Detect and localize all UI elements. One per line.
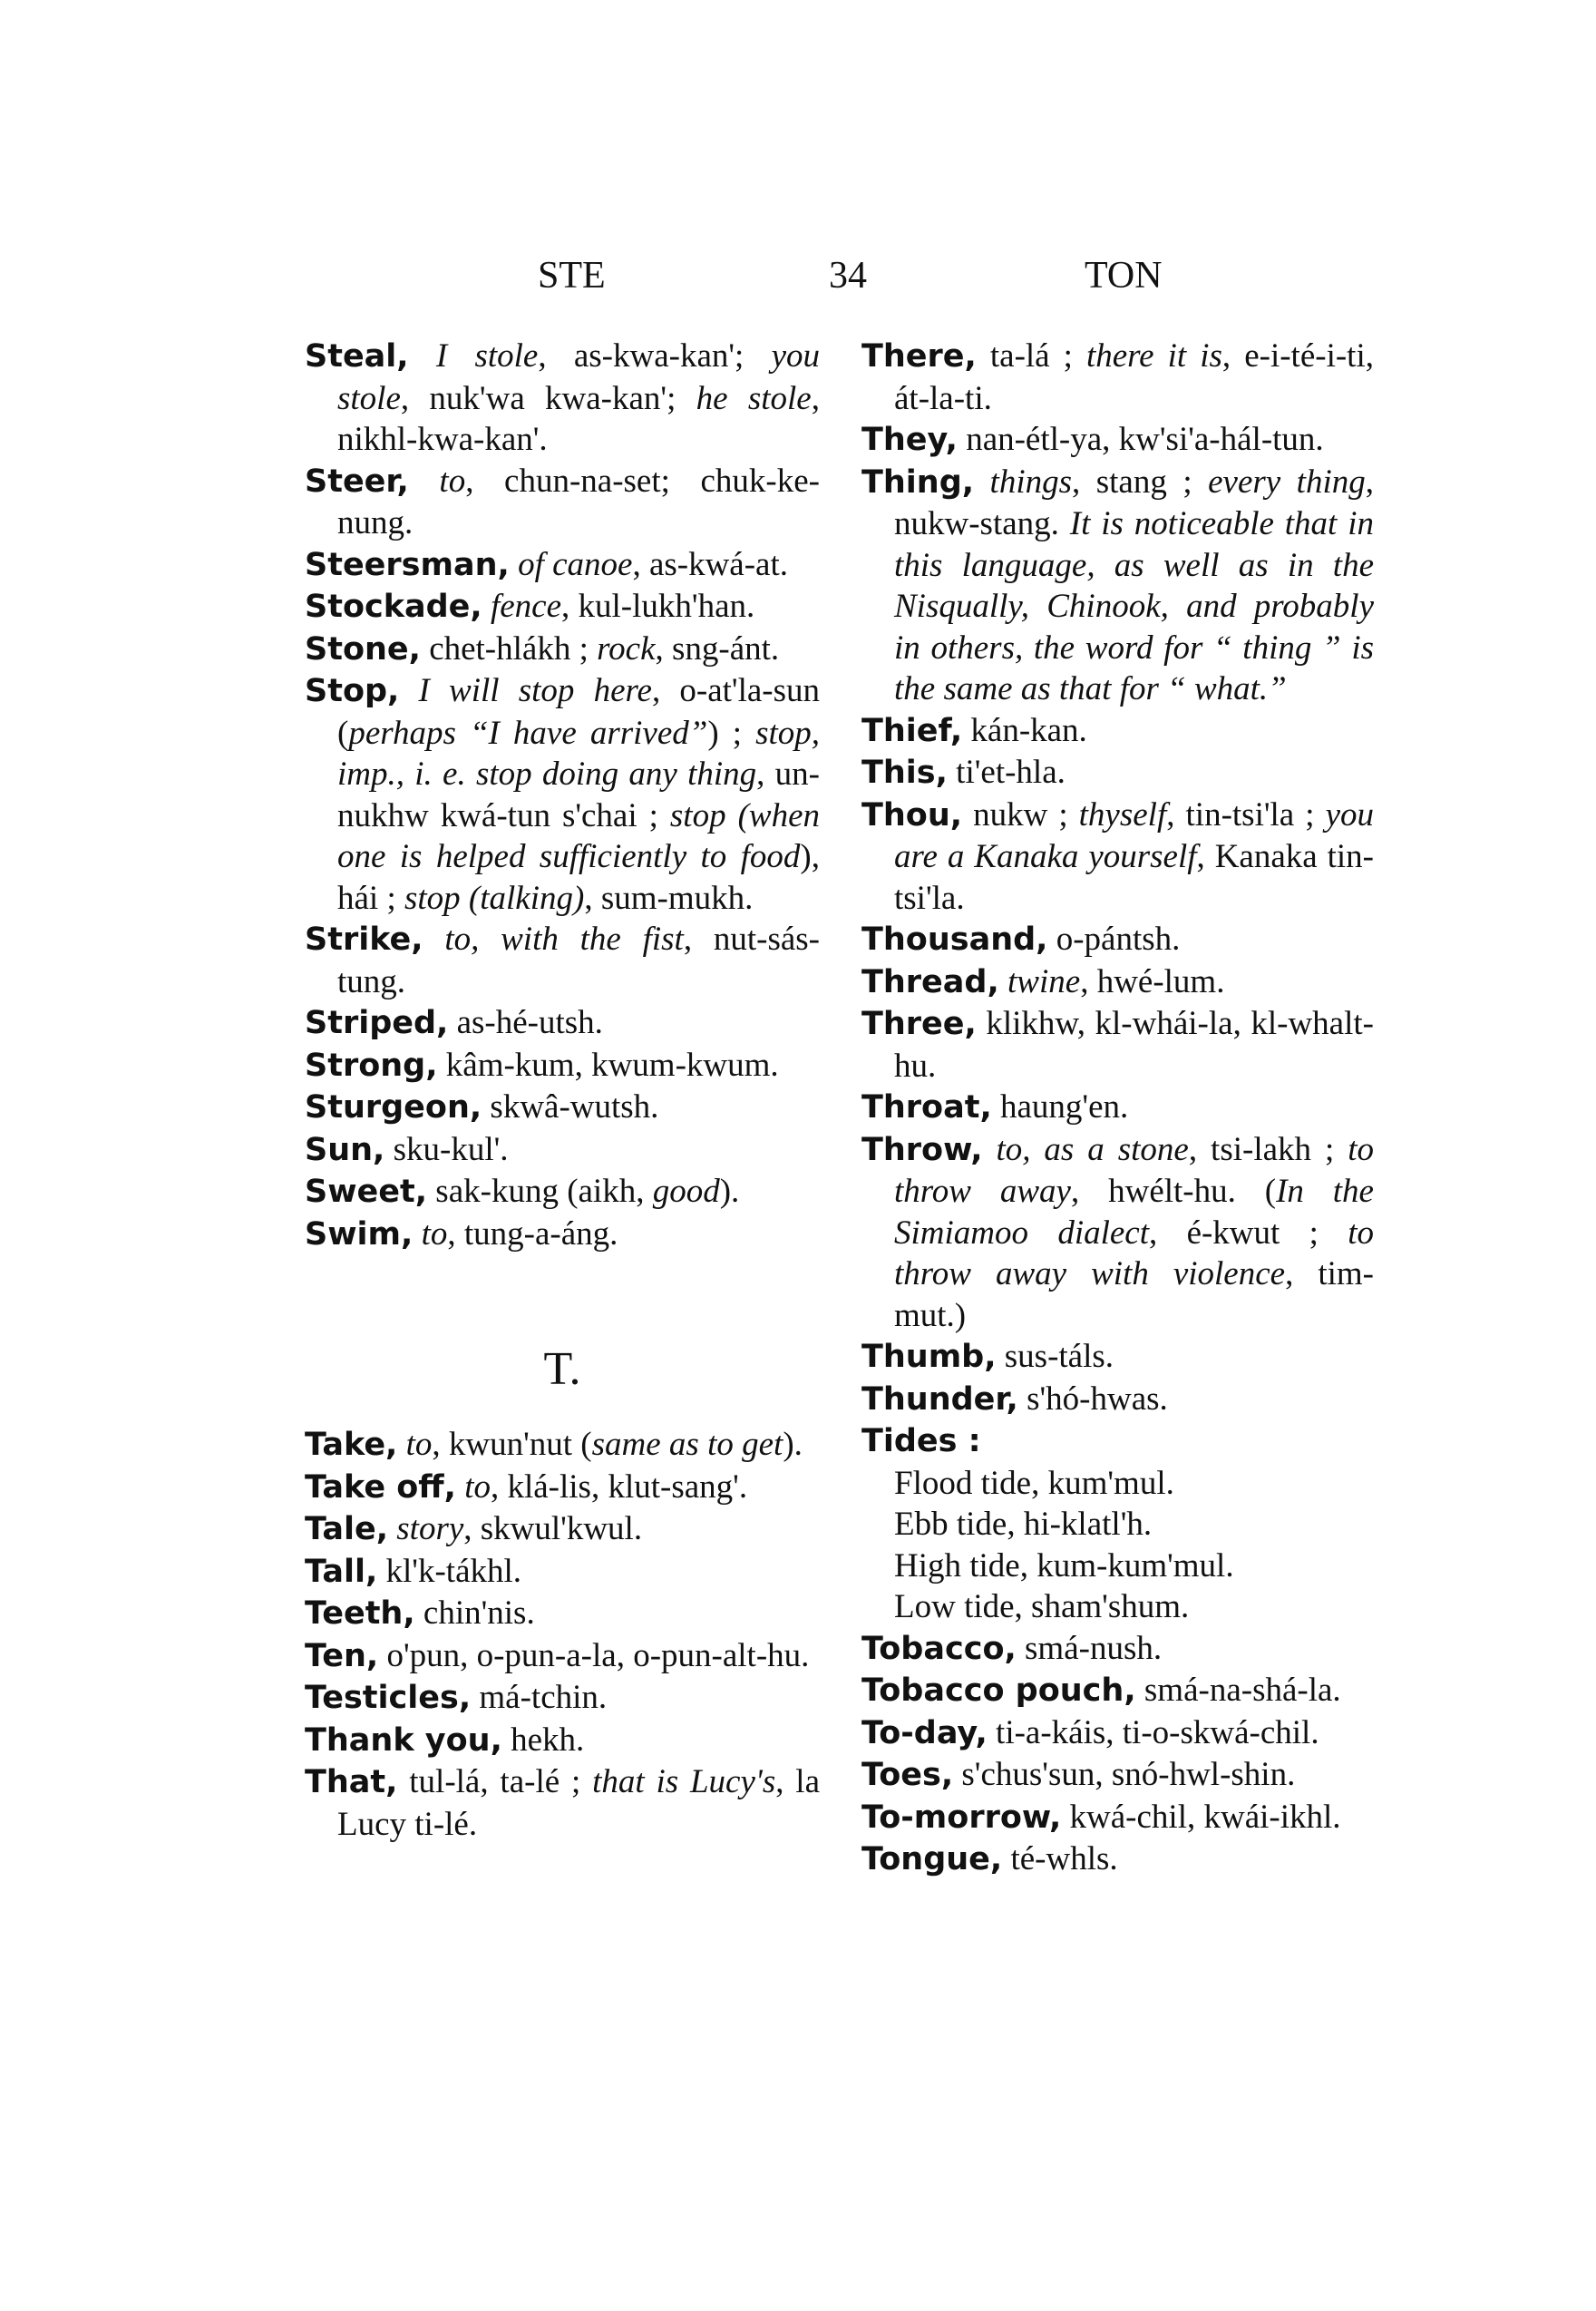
headword: Strike, <box>305 921 423 958</box>
headword: Striped, <box>305 1005 449 1041</box>
definition-text: , tsi-lakh ; <box>1188 1130 1348 1168</box>
dictionary-entry <box>305 1424 820 1467</box>
definition-text: , as-kwá-at. <box>632 545 788 583</box>
headword: Thief, <box>861 712 963 749</box>
headword: Tongue, <box>861 1841 1003 1877</box>
dictionary-entry <box>305 1087 820 1129</box>
italic-gloss: to <box>421 1214 448 1253</box>
definition-text: , kwun'nut ( <box>432 1426 592 1463</box>
headword: Tall, <box>305 1553 378 1590</box>
definition-text: smá-nush. <box>1016 1629 1163 1667</box>
definition-text: , nuk'wa kwa-kan'; <box>400 379 696 417</box>
definition-text: , hwélt-hu. ( <box>1070 1173 1277 1210</box>
italic-gloss: there it is <box>1085 337 1222 375</box>
dictionary-entry <box>861 1379 1374 1421</box>
italic-gloss: perhaps “I have arrived” <box>348 714 708 752</box>
definition-text: klikhw, kl-whái-la, kl-whalt-hu. <box>894 1005 1374 1085</box>
headword: Steal, <box>305 338 409 375</box>
italic-gloss: to <box>439 462 466 500</box>
definition-text <box>983 1131 997 1168</box>
headword: Thousand, <box>861 921 1048 958</box>
headword: They, <box>861 422 958 458</box>
definition-text: , e-i-té-i-ti, át-la-ti. <box>894 337 1374 417</box>
definition-text: sku-kul'. <box>384 1130 509 1168</box>
dictionary-entry <box>861 1838 1374 1881</box>
definition-text: , tin-tsi'la ; <box>1166 795 1326 834</box>
dictionary-entry <box>861 419 1374 462</box>
italic-gloss: I stole <box>435 337 539 375</box>
entries-s <box>305 336 820 1255</box>
definition-text: ti-a-káis, ti-o-skwá-chil. <box>987 1713 1319 1751</box>
definition-text: smá-na-shá-la. <box>1135 1672 1341 1709</box>
dictionary-entry <box>305 1045 820 1087</box>
dictionary-entry <box>861 919 1374 961</box>
dictionary-entry <box>305 1720 820 1762</box>
sub-entry: Low tide, sham'shum. <box>894 1588 1190 1625</box>
definition-text: kl'k-tákhl. <box>377 1552 522 1590</box>
headword: Thing, <box>861 463 975 501</box>
headword: Stockade, <box>305 589 482 625</box>
definition-text: ). <box>783 1426 803 1463</box>
headword: Steersman, <box>305 546 510 583</box>
italic-gloss: you are a Kanaka yourself <box>894 795 1374 875</box>
definition-text: kán-kan. <box>962 711 1087 749</box>
dictionary-entry <box>305 1593 820 1635</box>
definition-text: sus-táls. <box>996 1338 1114 1375</box>
dictionary-entry <box>305 1467 820 1509</box>
dictionary-entry <box>861 1628 1374 1671</box>
dictionary-entry <box>305 1761 820 1845</box>
definition-text: , Kanaka tin-tsi'la. <box>894 838 1374 917</box>
definition-text <box>999 963 1007 1000</box>
definition-text: chet-hlákh ; <box>420 629 598 668</box>
definition-text: o-pántsh. <box>1047 921 1181 958</box>
running-header <box>0 254 1596 299</box>
italic-gloss: stop (when one is helped sufficiently to food <box>337 796 820 875</box>
definition-text <box>510 546 518 583</box>
dictionary-entry <box>305 1171 820 1214</box>
definition-text: ). <box>719 1173 740 1210</box>
italic-gloss: to, with the fist <box>444 921 684 958</box>
headword: Teeth, <box>305 1595 415 1632</box>
dictionary-entry <box>861 1670 1374 1712</box>
dictionary-entry <box>861 1003 1374 1087</box>
headword: Sweet, <box>305 1174 428 1210</box>
right-column <box>861 336 1374 1881</box>
headword: Take off, <box>305 1468 456 1506</box>
definition-text <box>482 588 491 625</box>
definition-text <box>388 1510 396 1547</box>
headword: Testicles, <box>305 1680 472 1716</box>
definition-text: hekh. <box>501 1721 585 1759</box>
headword: Sun, <box>305 1131 385 1168</box>
headword: To-morrow, <box>861 1799 1062 1836</box>
page-number: 34 <box>829 255 867 297</box>
definition-text: , o-at'la-sun ( <box>337 672 821 752</box>
headword: Throat, <box>861 1089 992 1126</box>
definition-text: té-whls. <box>1002 1840 1118 1877</box>
headword: That, <box>305 1764 398 1800</box>
headword: Strong, <box>305 1047 438 1084</box>
italic-gloss: story <box>396 1510 464 1547</box>
italic-gloss: every thing <box>1208 463 1366 501</box>
entries-t-continued <box>861 336 1374 1881</box>
headword: Thumb, <box>861 1339 997 1375</box>
definition-text <box>423 921 445 958</box>
dictionary-entry <box>861 1087 1374 1129</box>
dictionary-entry <box>861 336 1374 419</box>
dictionary-entry <box>861 961 1374 1004</box>
headword: Tides : <box>861 1423 981 1459</box>
definition-text <box>409 463 440 500</box>
definition-text: , hwé-lum. <box>1080 962 1225 1000</box>
headword: Toes, <box>861 1757 954 1793</box>
definition-text: kwá-chil, kwái-ikhl. <box>1061 1798 1341 1836</box>
definition-text: , é-kwut ; <box>1149 1214 1348 1252</box>
dictionary-entry <box>861 462 1374 710</box>
italic-gloss: twine <box>1007 962 1081 1000</box>
italic-gloss: to, as a stone <box>996 1130 1189 1168</box>
headword: Throw, <box>861 1131 983 1168</box>
definition-text: sak-kung (aikh, <box>427 1173 653 1210</box>
definition-text <box>397 1426 405 1463</box>
definition-text: , klá-lis, klut-sang'. <box>490 1468 748 1506</box>
italic-gloss: stop, imp., i. e. stop doing any thing <box>337 714 820 793</box>
definition-text: nan-étl-ya, kw'si'a-hál-tun. <box>957 421 1324 458</box>
left-column <box>305 336 820 1845</box>
italic-gloss: fence <box>490 588 562 625</box>
definition-text: haung'en. <box>991 1088 1129 1126</box>
dictionary-entry <box>861 795 1374 920</box>
dictionary-entry <box>861 1336 1374 1379</box>
definition-text: , nikhl-kwa-kan'. <box>337 379 820 458</box>
italic-gloss: same as to get <box>591 1426 783 1463</box>
definition-text: ) ; <box>707 714 756 752</box>
definition-text <box>409 337 436 375</box>
headword: Stop, <box>305 673 400 709</box>
sub-entry: High tide, kum-kum'mul. <box>894 1546 1234 1585</box>
italic-gloss: rock <box>597 629 656 668</box>
definition-text <box>456 1468 464 1506</box>
dictionary-entry <box>305 1214 820 1256</box>
definition-text: kâm-kum, kwum-kwum. <box>437 1046 779 1084</box>
italic-gloss: you stole <box>337 337 821 417</box>
dictionary-entry <box>305 1635 820 1678</box>
dictionary-entry <box>861 1420 1374 1463</box>
dictionary-entry <box>861 1754 1374 1797</box>
definition-text: , un-nukhw kwá-tun s'chai ; <box>337 756 820 834</box>
headword: Thread, <box>861 963 999 1000</box>
italic-gloss: of canoe <box>518 545 633 583</box>
italic-gloss: to throw away <box>894 1130 1374 1210</box>
dictionary-entry <box>305 670 820 919</box>
dictionary-entry <box>305 1508 820 1551</box>
definition-text: , kul-lukh'han. <box>561 588 755 625</box>
dictionary-entry <box>305 461 820 544</box>
definition-text: nukw ; <box>962 795 1079 834</box>
definition-text: as-hé-utsh. <box>448 1004 603 1041</box>
definition-text: , chun-na-set; chuk-ke-nung. <box>337 462 820 541</box>
dictionary-entry <box>861 710 1374 753</box>
italic-gloss: to <box>464 1468 491 1506</box>
headword: Sturgeon, <box>305 1089 482 1126</box>
headword: Swim, <box>305 1215 414 1253</box>
italic-gloss: I will stop here <box>418 672 652 709</box>
entries-t <box>305 1424 820 1845</box>
definition-text: s'hó-hwas. <box>1017 1380 1168 1418</box>
definition-text: , skwul'kwul. <box>463 1510 643 1547</box>
dictionary-entry <box>305 629 820 671</box>
definition-text: chin'nis. <box>414 1594 535 1632</box>
definition-text: , la Lucy ti-lé. <box>337 1763 820 1843</box>
italic-gloss: to <box>405 1426 433 1463</box>
italic-gloss: that is Lucy's <box>592 1763 776 1800</box>
headword: Three, <box>861 1006 977 1042</box>
dictionary-entry <box>861 1797 1374 1839</box>
definition-text <box>399 672 418 709</box>
definition-text: ti'et-hla. <box>947 754 1066 791</box>
dictionary-entry <box>861 1129 1374 1337</box>
dictionary-entry <box>861 1712 1374 1755</box>
definition-text: ), hái ; <box>337 838 820 917</box>
italic-gloss: good <box>652 1173 720 1210</box>
italic-gloss: In the Simiamoo dialect <box>894 1173 1374 1252</box>
headword: Tobacco pouch, <box>861 1672 1136 1709</box>
dictionary-entry <box>305 1677 820 1720</box>
headword: Thank you, <box>305 1721 502 1759</box>
header-left-guide-word: STE <box>538 255 606 297</box>
headword: Stone, <box>305 630 421 668</box>
definition-text: , tim-mut.) <box>894 1255 1374 1334</box>
definition-text: , nukw-stang. <box>894 463 1374 542</box>
headword: Thunder, <box>861 1380 1018 1418</box>
dictionary-entry <box>305 1002 820 1045</box>
headword: Thou, <box>861 796 963 834</box>
headword: Ten, <box>305 1637 379 1674</box>
definition-text: , stang ; <box>1072 463 1209 501</box>
headword: This, <box>861 755 948 791</box>
italic-gloss: thyself <box>1078 795 1167 834</box>
headword: Tobacco, <box>861 1630 1017 1667</box>
header-right-guide-word: TON <box>1085 255 1163 297</box>
italic-gloss: he stole <box>696 379 812 417</box>
definition-text: , nut-sás-tung. <box>337 921 820 1000</box>
dictionary-entry <box>305 1129 820 1172</box>
italic-gloss: stop (talking) <box>404 879 585 917</box>
definition-text: o'pun, o-pun-a-la, o-pun-alt-hu. <box>378 1636 810 1674</box>
sub-entry: Flood tide, kum'mul. <box>894 1464 1174 1502</box>
dictionary-entry <box>305 586 820 629</box>
italic-gloss: to throw away with violence <box>894 1214 1374 1292</box>
dictionary-entry <box>861 752 1374 795</box>
italic-gloss: It is noticeable that in this language, as well as in the Nisqually, Chinook, and probably in others, the word for “ thing ” is the same as that for “ what.” <box>894 505 1374 707</box>
sub-entry: Ebb tide, hi-klatl'h. <box>894 1506 1153 1543</box>
definition-text: , tung-a-áng. <box>447 1214 618 1253</box>
definition-text: skwâ-wutsh. <box>482 1088 659 1126</box>
definition-text <box>413 1215 421 1253</box>
headword: To-day, <box>861 1714 988 1751</box>
definition-text: , sng-ánt. <box>655 629 780 668</box>
dictionary-entry <box>305 544 820 587</box>
definition-text: ta-lá ; <box>976 337 1086 375</box>
dictionary-entry <box>305 336 820 461</box>
definition-text <box>974 463 989 501</box>
headword: There, <box>861 338 977 375</box>
definition-text: , sum-mukh. <box>584 879 754 917</box>
headword: Take, <box>305 1427 398 1463</box>
definition-text: tul-lá, ta-lé ; <box>397 1763 593 1800</box>
headword: Steer, <box>305 463 409 500</box>
dictionary-entry <box>305 919 820 1002</box>
headword: Tale, <box>305 1511 389 1547</box>
definition-text: s'chus'sun, snó-hwl-shin. <box>953 1756 1296 1793</box>
dictionary-entry <box>305 1551 820 1594</box>
section-letter-heading: T. <box>543 1343 581 1395</box>
definition-text: , as-kwa-kan'; <box>538 337 772 375</box>
italic-gloss: things <box>989 463 1073 501</box>
definition-text: má-tchin. <box>471 1679 608 1716</box>
